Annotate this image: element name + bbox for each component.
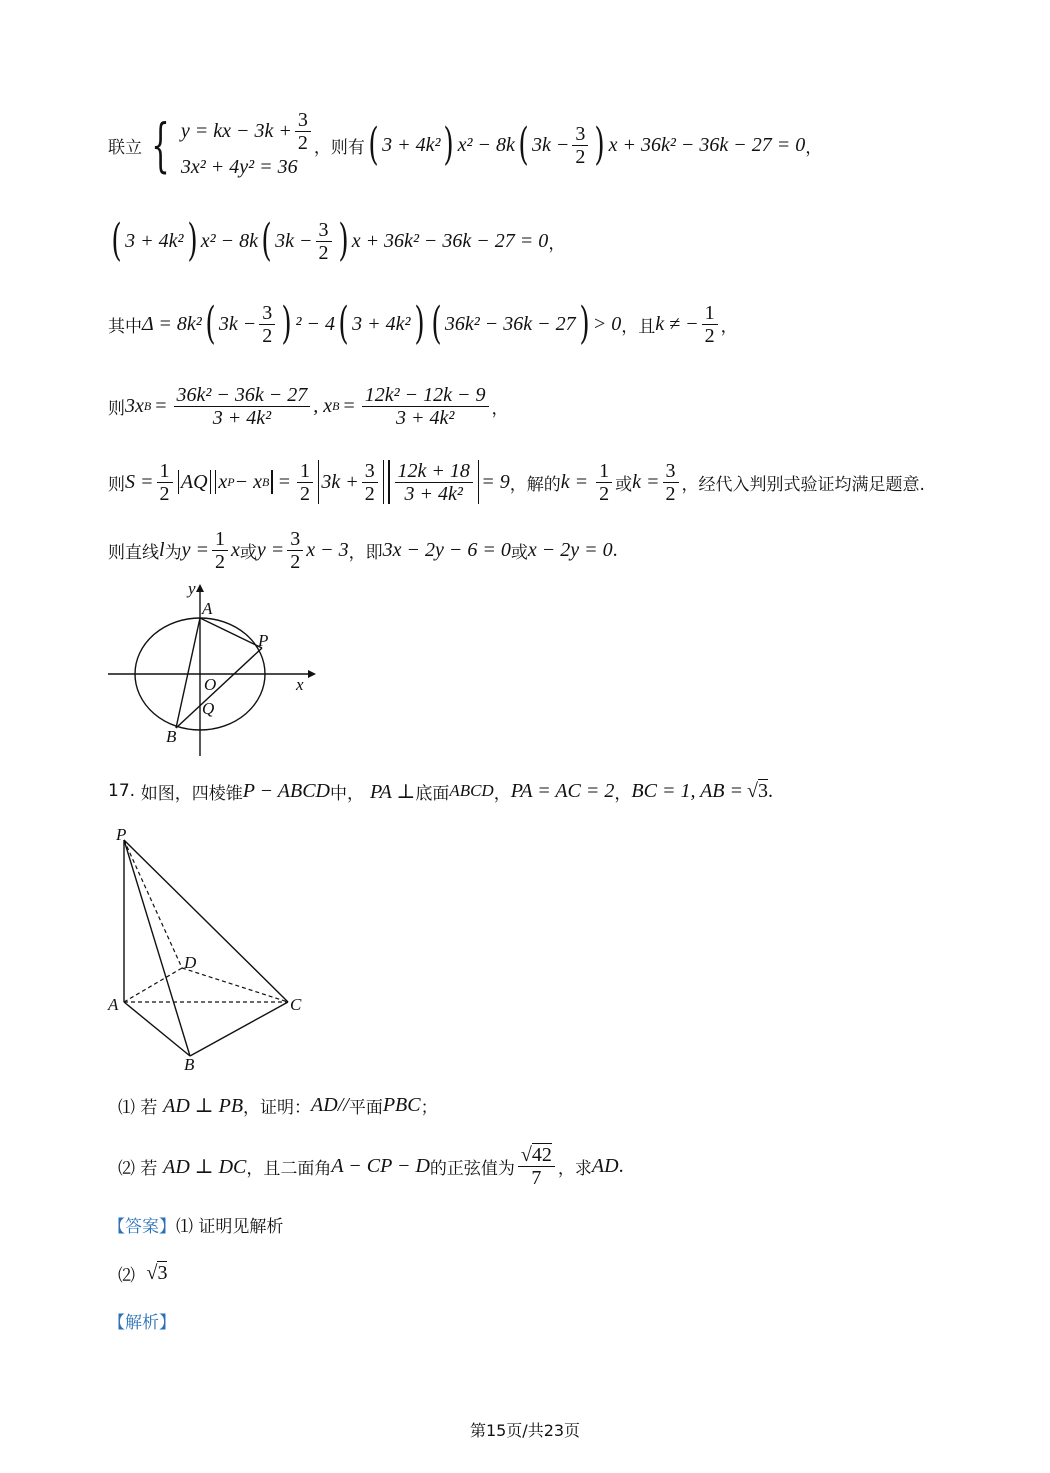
equals: = (343, 394, 355, 417)
punct: ， (805, 137, 823, 158)
part-1 (118, 1090, 438, 1120)
term: 3 + 4k² (382, 133, 441, 156)
answer-line-2 (118, 1258, 167, 1288)
answer-tag: 【答案】 (108, 1216, 176, 1237)
punct: ； (420, 1097, 438, 1118)
fraction: $\frac{1}{2}$ (702, 302, 718, 347)
label-o: O (204, 675, 217, 694)
equals: = (155, 394, 167, 417)
sqrt-sign: √ (146, 1261, 158, 1284)
text-lead: 联立 (108, 137, 142, 158)
fraction: $\frac{3}{2}$ (287, 528, 303, 573)
term: AD// (311, 1093, 349, 1116)
edge-ab (124, 1002, 190, 1056)
term: x (218, 470, 228, 493)
text-lead: 则 (108, 398, 125, 419)
term: 3x − 2y − 6 = 0 (382, 538, 511, 561)
text-lead: 其中 (108, 316, 142, 337)
term: − x (234, 470, 262, 493)
text: 平面 (348, 1097, 383, 1118)
fraction: $\frac{12k + 18}{\text{3 + 4k²}}$ (395, 460, 473, 505)
term: l (159, 538, 165, 561)
line-discriminant: 其中 Δ = 8k² ( 3k − $\frac{3}{2}$ ) ² − 4 ( 3 + 4k² ) ( 36k² − 36k − 27 ) > 0 ，且 k ≠ − $\frac{1}{2}$ ， (108, 298, 738, 349)
term: 3 + 4k² (125, 229, 184, 252)
term: x (230, 538, 240, 561)
fraction-sqrt42-over-7 (518, 1144, 555, 1189)
label-c: C (290, 995, 302, 1014)
subscript: B (143, 398, 152, 413)
y-axis-arrow (196, 584, 204, 592)
punct: . (618, 1154, 624, 1177)
text-lead: 则 (108, 474, 125, 495)
term: 3k + (321, 470, 359, 493)
label-b: B (166, 727, 177, 746)
punct: ， (548, 233, 566, 254)
term: > 0 (592, 312, 622, 335)
term: k = (632, 470, 660, 493)
punct: ， (491, 398, 509, 419)
fraction: $\frac{3}{2}$ (362, 460, 378, 505)
punct: ， (493, 783, 511, 804)
edge-dc (182, 968, 288, 1002)
text: ，证明： (243, 1097, 312, 1118)
label-d: D (184, 953, 197, 972)
term: 3x (125, 394, 144, 417)
subscript: P (227, 474, 235, 489)
term: 3 + 4k² (352, 312, 411, 335)
x-axis-arrow (308, 670, 316, 678)
fraction: $\frac{\text{36k² − 36k − 27}}{\text{3 + 4k²}}$ (174, 384, 311, 429)
term: x + 36k² − 36k − 27 = 0 (608, 133, 806, 156)
label-y: y (188, 579, 196, 598)
text: 的正弦值为 (429, 1158, 515, 1179)
ellipse-figure (100, 578, 320, 758)
subscript: B (332, 398, 340, 413)
line-area (108, 452, 925, 512)
text-then: ，则有 (313, 137, 365, 158)
term: k = (560, 470, 589, 493)
line-xb (108, 378, 509, 434)
label-p: P (258, 631, 269, 650)
term: PBC (382, 1093, 421, 1116)
answer-line (108, 1210, 283, 1238)
term: 36k² − 36k − 27 (444, 312, 576, 335)
line-lines (108, 522, 618, 578)
label-p: P (116, 825, 127, 844)
punct: ， (614, 783, 632, 804)
term: y = (256, 538, 285, 561)
text-lead: 则直线 (108, 542, 159, 563)
text: ，经代入判别式验证均满足题意. (681, 474, 925, 495)
text: ，且 (621, 316, 656, 337)
text: ⑵ 若 (118, 1158, 158, 1179)
label-q: Q (202, 699, 215, 718)
equals: = (278, 470, 290, 493)
text: 中， (330, 783, 364, 804)
term: ² − 4 (295, 312, 335, 335)
page-footer: 第15页/共23页 (469, 1421, 581, 1440)
analysis-tag: 【解析】 (108, 1312, 176, 1333)
term: 3k − (532, 133, 570, 156)
sqrt-sign: √ (520, 1143, 532, 1166)
label-x: x (296, 675, 304, 694)
text: ，且二面角 (246, 1158, 332, 1179)
text: ，求 (557, 1158, 592, 1179)
punct: . (768, 779, 773, 802)
fraction: $\frac{3}{2}$ (663, 460, 679, 505)
term: y = (181, 538, 209, 561)
analysis-line (108, 1306, 176, 1334)
line-quadratic: ( 3 + 4k² ) x² − 8k ( 3k − $\frac{3}{2}$ ) x + 36k² − 36k − 27 = 0 ， (111, 215, 566, 266)
fraction: $\frac{3}{2}$ (295, 109, 311, 154)
term: P − ABCD (242, 779, 330, 802)
term: 3k − (218, 312, 257, 335)
punct: . (612, 538, 618, 561)
system-eq-2: 3x² + 4y² = 36 (180, 156, 298, 178)
term: k ≠ − (655, 312, 699, 335)
equation-system (181, 109, 314, 181)
text: ，解的 (509, 474, 561, 495)
text: 为 (164, 542, 182, 563)
denominator: 7 (531, 1166, 542, 1189)
text: 或 (615, 474, 633, 495)
sqrt-sign: √ (747, 779, 758, 802)
term: x² − 8k (457, 133, 515, 156)
subscript: B (261, 474, 270, 489)
fraction: $\frac{3}{2}$ (572, 123, 588, 168)
radicand: 3 (758, 780, 768, 802)
term: PA ⊥ (370, 780, 416, 803)
term: x − 2y = 0 (527, 538, 613, 561)
radicand: 42 (531, 1143, 552, 1166)
answer-part-1: ⑴ 证明见解析 (176, 1216, 284, 1237)
pyramid-figure (100, 822, 330, 1080)
fraction: $\frac{1}{2}$ (157, 460, 173, 505)
edge-ad (124, 968, 182, 1002)
line-joint-system: 联立 { y = kx − 3k + $\frac{3}{2}$ 3x² + 4y² = 36 ，则有 ( 3 + 4k² ) x² − 8k ( 3k − $\frac{3}{2}$ ) x + 36k² − 36k − 27 = 0 ， (108, 108, 823, 179)
term: AD (591, 1154, 619, 1177)
left-brace: { (151, 111, 170, 179)
part-marker: ⑵ (118, 1265, 135, 1286)
radicand: 3 (157, 1262, 168, 1284)
part-2 (118, 1138, 624, 1194)
term: PA = AC = 2 (510, 779, 615, 802)
term: S = (125, 470, 154, 493)
text: 或 (239, 542, 257, 563)
term: x − 3 (306, 538, 349, 561)
fraction: $\frac{3}{2}$ (259, 302, 275, 347)
system-eq-1: y = kx − 3k + (180, 119, 292, 142)
fraction: $\frac{3}{2}$ (316, 219, 332, 264)
text: ，即 (348, 542, 383, 563)
term: AD ⊥ PB (163, 1094, 244, 1117)
term: AD ⊥ DC (163, 1155, 247, 1178)
term: AQ (180, 470, 208, 493)
fraction: $\frac{1}{2}$ (212, 528, 228, 573)
text: 底面 (415, 783, 450, 804)
label-a: A (202, 599, 213, 618)
term: x² − 8k (200, 229, 258, 252)
punct: ， (720, 316, 738, 337)
text: 或 (510, 542, 528, 563)
question-number: 17. (108, 781, 136, 801)
edge-bc (190, 1002, 288, 1056)
term: 3k − (275, 229, 313, 252)
term: BC = 1, AB = (631, 779, 744, 802)
fraction: $\frac{1}{2}$ (596, 460, 612, 505)
segment-ab (176, 618, 200, 728)
term: , x (313, 394, 333, 417)
text: 如图，四棱锥 (140, 783, 243, 804)
segment-pb (176, 648, 262, 728)
question-17 (108, 776, 773, 806)
edge-pd (124, 840, 182, 968)
segment-ap (200, 618, 262, 648)
label-a: A (108, 995, 119, 1014)
term: = 9 (481, 470, 510, 493)
text: ⑴ 若 (118, 1097, 158, 1118)
term: Δ = 8k² (142, 312, 202, 335)
term: ABCD (449, 781, 494, 800)
fraction: $\frac{1}{2}$ (297, 460, 313, 505)
term: x + 36k² − 36k − 27 = 0 (351, 229, 549, 252)
label-b: B (184, 1055, 195, 1074)
term: A − CP − D (331, 1154, 430, 1177)
fraction: $\frac{\text{12k² − 12k − 9}}{\text{3 + 4k²}}$ (362, 384, 489, 429)
